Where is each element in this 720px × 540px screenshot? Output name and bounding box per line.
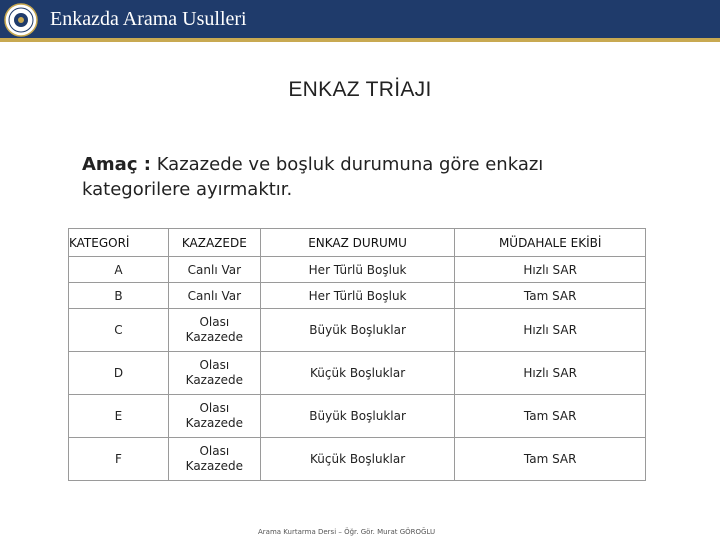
header-stripe — [0, 38, 720, 42]
cell-response-team: Hızlı SAR — [455, 257, 646, 283]
cell-debris-status: Her Türlü Boşluk — [260, 283, 455, 309]
cell-victim: Canlı Var — [168, 257, 260, 283]
cell-victim: Olası Kazazede — [168, 309, 260, 352]
cell-victim: Olası Kazazede — [168, 395, 260, 438]
triage-table — [68, 228, 646, 481]
header-category: KATEGORİ — [69, 229, 169, 257]
table-row — [69, 352, 646, 395]
purpose-statement — [82, 152, 642, 202]
purpose-label: Amaç : — [82, 154, 151, 175]
table-row — [69, 309, 646, 352]
table-header-row — [69, 229, 646, 257]
slide-title: ENKAZ TRİAJI — [288, 78, 432, 101]
cell-debris-status: Büyük Boşluklar — [260, 309, 455, 352]
table-row — [69, 283, 646, 309]
cell-victim: Olası Kazazede — [168, 352, 260, 395]
cell-debris-status: Küçük Boşluklar — [260, 352, 455, 395]
header-victim: KAZAZEDE — [168, 229, 260, 257]
cell-category: B — [69, 283, 169, 309]
header-debris-status: ENKAZ DURUMU — [260, 229, 455, 257]
cell-response-team: Hızlı SAR — [455, 352, 646, 395]
table-row — [69, 257, 646, 283]
table-row — [69, 395, 646, 438]
header-response-team: MÜDAHALE EKİBİ — [455, 229, 646, 257]
footer-credit: Arama Kurtarma Dersi – Öğr. Gör. Murat GÖROĞLU — [258, 528, 436, 536]
purpose-text: Kazazede ve boşluk durumuna göre enkazı kategorilere ayırmaktır. — [82, 154, 544, 200]
cell-victim: Canlı Var — [168, 283, 260, 309]
cell-category: E — [69, 395, 169, 438]
cell-response-team: Tam SAR — [455, 283, 646, 309]
cell-category: C — [69, 309, 169, 352]
cell-category: F — [69, 438, 169, 481]
cell-debris-status: Her Türlü Boşluk — [260, 257, 455, 283]
cell-category: D — [69, 352, 169, 395]
table-row — [69, 438, 646, 481]
presentation-title: Enkazda Arama Usulleri — [50, 8, 247, 30]
cell-category: A — [69, 257, 169, 283]
university-seal-icon — [4, 3, 38, 37]
cell-response-team: Tam SAR — [455, 395, 646, 438]
cell-response-team: Tam SAR — [455, 438, 646, 481]
cell-debris-status: Küçük Boşluklar — [260, 438, 455, 481]
cell-debris-status: Büyük Boşluklar — [260, 395, 455, 438]
cell-response-team: Hızlı SAR — [455, 309, 646, 352]
cell-victim: Olası Kazazede — [168, 438, 260, 481]
